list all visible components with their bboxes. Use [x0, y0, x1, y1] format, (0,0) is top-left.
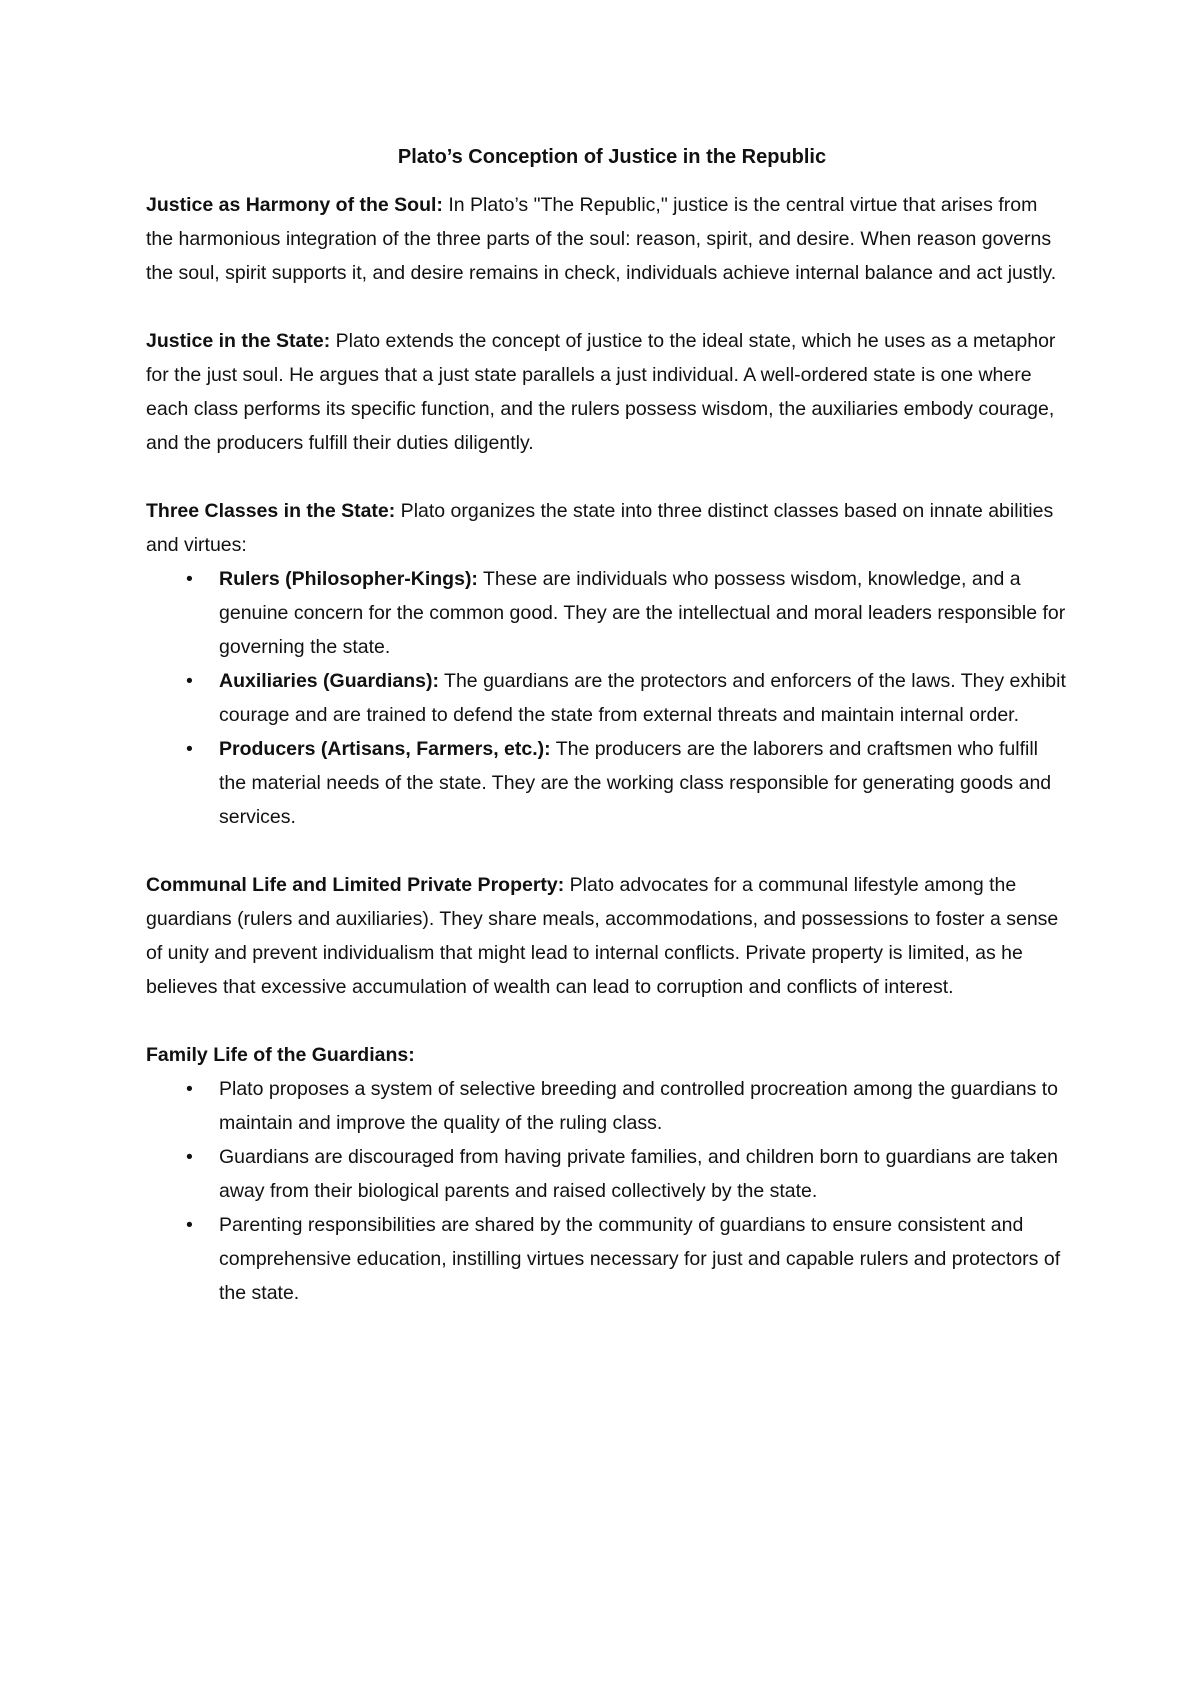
list-item-text: Parenting responsibilities are shared by the community of guardians to ensure consistent and comprehensive education, instilling virtues necessary for just and capable rulers and protectors of the state. — [219, 1214, 1061, 1304]
paragraph-text: Plato extends the concept of justice to the ideal state, which he uses as a metaphor for the just soul. He argues that a just state parallels a just individual. A well-ordered state is one where each class performs its specific function, and the rulers possess wisdom, the auxiliaries embody courage, and the producers fulfill their duties diligently. — [146, 330, 1056, 454]
paragraph-text: Plato advocates for a communal lifestyle among the guardians (rulers and auxiliaries). They share meals, accommodations, and possessions to foster a sense of unity and prevent individualism that might lead to internal conflicts. Private property is limited, as he believes that excessive accumulation of wealth can lead to corruption and conflicts of interest. — [146, 874, 1059, 998]
paragraph-communal-life — [146, 868, 1066, 1004]
paragraph-text: In Plato’s "The Republic," justice is the central virtue that arises from the harmonious integration of the three parts of the soul: reason, spirit, and desire. When reason governs the soul, spirit supports it, and desire remains in check, individuals achieve internal balance and act justly. — [146, 194, 1057, 284]
bullet-icon: • — [186, 670, 193, 692]
list-item-text: Plato proposes a system of selective breeding and controlled procreation among the guardians to maintain and improve the quality of the ruling class. — [219, 1078, 1059, 1134]
list-item — [146, 1072, 1066, 1140]
document-page — [146, 140, 1066, 1344]
list-item-auxiliaries — [146, 664, 1066, 732]
bullet-icon: • — [186, 1214, 193, 1236]
paragraph-lead: Communal Life and Limited Private Property: — [146, 874, 565, 896]
paragraph-harmony-of-soul — [146, 188, 1066, 290]
paragraph-justice-in-state — [146, 324, 1066, 460]
paragraph-lead: Three Classes in the State: — [146, 500, 396, 522]
family-bullet-list — [146, 1072, 1066, 1310]
list-item-lead: Auxiliaries (Guardians): — [219, 670, 439, 692]
list-item-text: Guardians are discouraged from having private families, and children born to guardians are taken away from their biological parents and raised collectively by the state. — [219, 1146, 1058, 1202]
list-item — [146, 1208, 1066, 1310]
list-item-text: The guardians are the protectors and enforcers of the laws. They exhibit courage and are trained to defend the state from external threats and maintain internal order. — [219, 670, 1066, 726]
list-item-lead: Rulers (Philosopher-Kings): — [219, 568, 478, 590]
bullet-icon: • — [186, 568, 193, 590]
list-item-lead: Producers (Artisans, Farmers, etc.): — [219, 738, 551, 760]
paragraph-lead: Justice as Harmony of the Soul: — [146, 194, 443, 216]
list-item — [146, 1140, 1066, 1208]
bullet-icon: • — [186, 1078, 193, 1100]
bullet-icon: • — [186, 738, 193, 760]
section-heading-family-life: Family Life of the Guardians: — [146, 1044, 415, 1066]
list-item-text: These are individuals who possess wisdom, knowledge, and a genuine concern for the common good. They are the intellectual and moral leaders responsible for governing the state. — [219, 568, 1066, 658]
paragraph-text: Plato organizes the state into three distinct classes based on innate abilities and virtues: — [146, 500, 1054, 556]
paragraph-lead: Justice in the State: — [146, 330, 331, 352]
list-item-rulers — [146, 562, 1066, 664]
list-item-producers — [146, 732, 1066, 834]
classes-bullet-list — [146, 562, 1066, 834]
bullet-icon: • — [186, 1146, 193, 1168]
paragraph-three-classes — [146, 494, 1066, 562]
list-item-text: The producers are the laborers and craftsmen who fulfill the material needs of the state. They are the working class responsible for generating goods and services. — [219, 738, 1052, 828]
document-title: Plato’s Conception of Justice in the Republic — [397, 146, 827, 168]
